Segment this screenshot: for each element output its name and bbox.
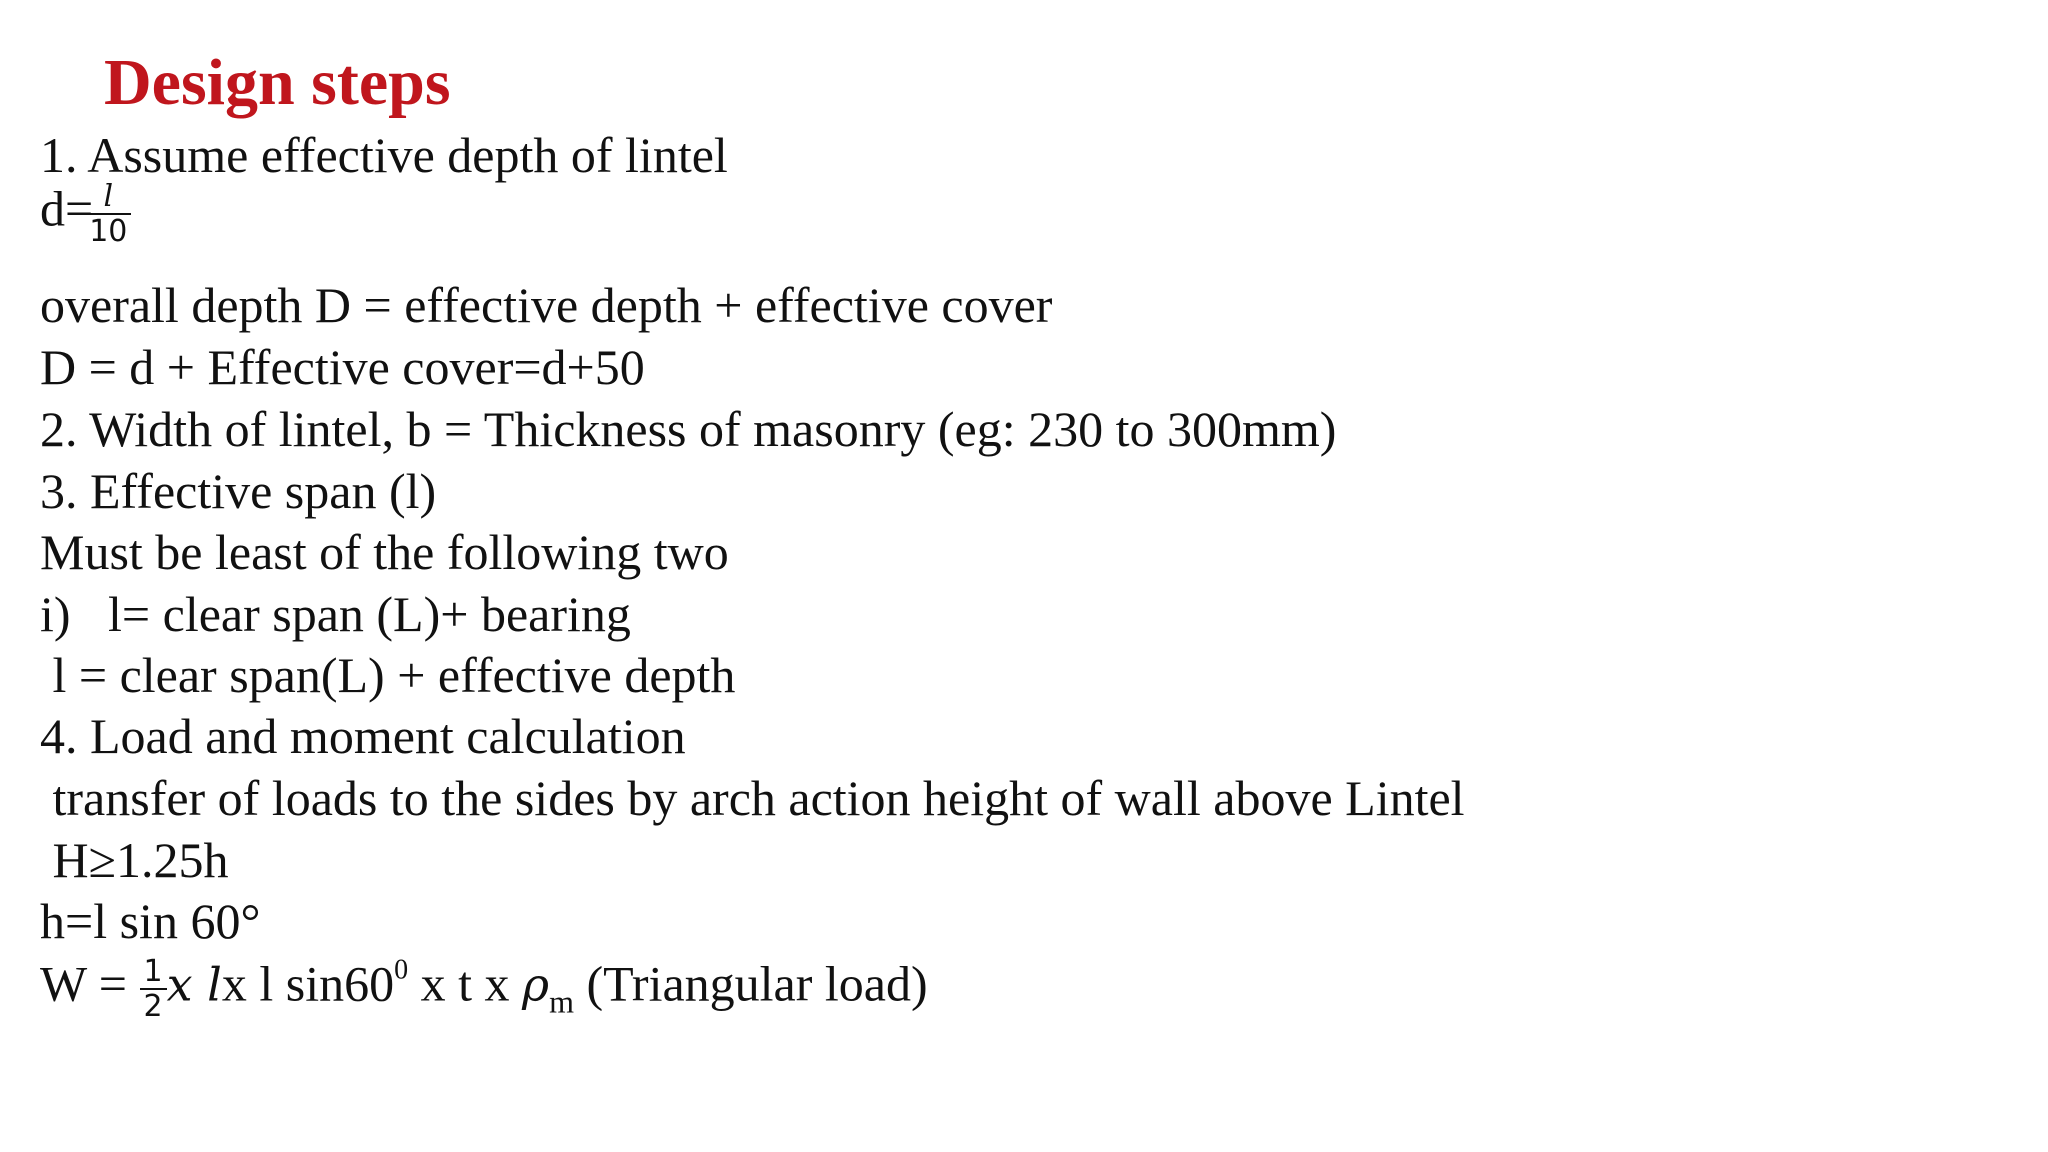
- arch-action-text: transfer of loads to the sides by arch action height of wall above Lintel: [40, 770, 1465, 826]
- l-italic: l: [207, 957, 222, 1012]
- rho-subscript: m: [549, 983, 574, 1020]
- span-option-2: l = clear span(L) + effective depth: [40, 647, 736, 703]
- degree-superscript: 0: [394, 954, 409, 986]
- w-equals: W =: [40, 955, 140, 1012]
- overall-depth-text: overall depth D = effective depth + effective cover: [40, 277, 1053, 333]
- step-3-text: 3. Effective span (l): [40, 463, 437, 519]
- d-equals: d=: [40, 180, 94, 237]
- formula-after-superscript: x t x: [408, 955, 523, 1012]
- one-half-fraction: [140, 955, 167, 1023]
- l-over-10-fraction: [85, 180, 131, 248]
- must-be-least-text: Must be least of the following two: [40, 524, 729, 580]
- step-1-text: 1. Assume effective depth of lintel: [40, 127, 728, 183]
- effective-depth-formula: [40, 180, 131, 248]
- h-formula: h=l sin 60°: [40, 893, 261, 949]
- overall-depth-formula: D = d + Effective cover=d+50: [40, 339, 645, 395]
- rho-symbol: ρ: [522, 957, 550, 1012]
- formula-tail: (Triangular load): [573, 955, 928, 1012]
- wall-height-condition: H≥1.25h: [40, 832, 229, 888]
- span-option-1: i) l= clear span (L)+ bearing: [40, 586, 631, 642]
- x-italic: x: [166, 957, 208, 1012]
- triangular-load-formula: [40, 955, 928, 1023]
- fraction-denominator: 10: [89, 214, 128, 249]
- fraction-denominator: 2: [143, 989, 163, 1024]
- step-4-text: 4. Load and moment calculation: [40, 708, 686, 764]
- slide-title: Design steps: [104, 46, 451, 119]
- fraction-numerator: l: [85, 180, 131, 215]
- step-2-text: 2. Width of lintel, b = Thickness of masonry (eg: 230 to 300mm): [40, 401, 1337, 457]
- fraction-numerator: 1: [140, 955, 167, 990]
- formula-middle: x l sin60: [221, 955, 395, 1012]
